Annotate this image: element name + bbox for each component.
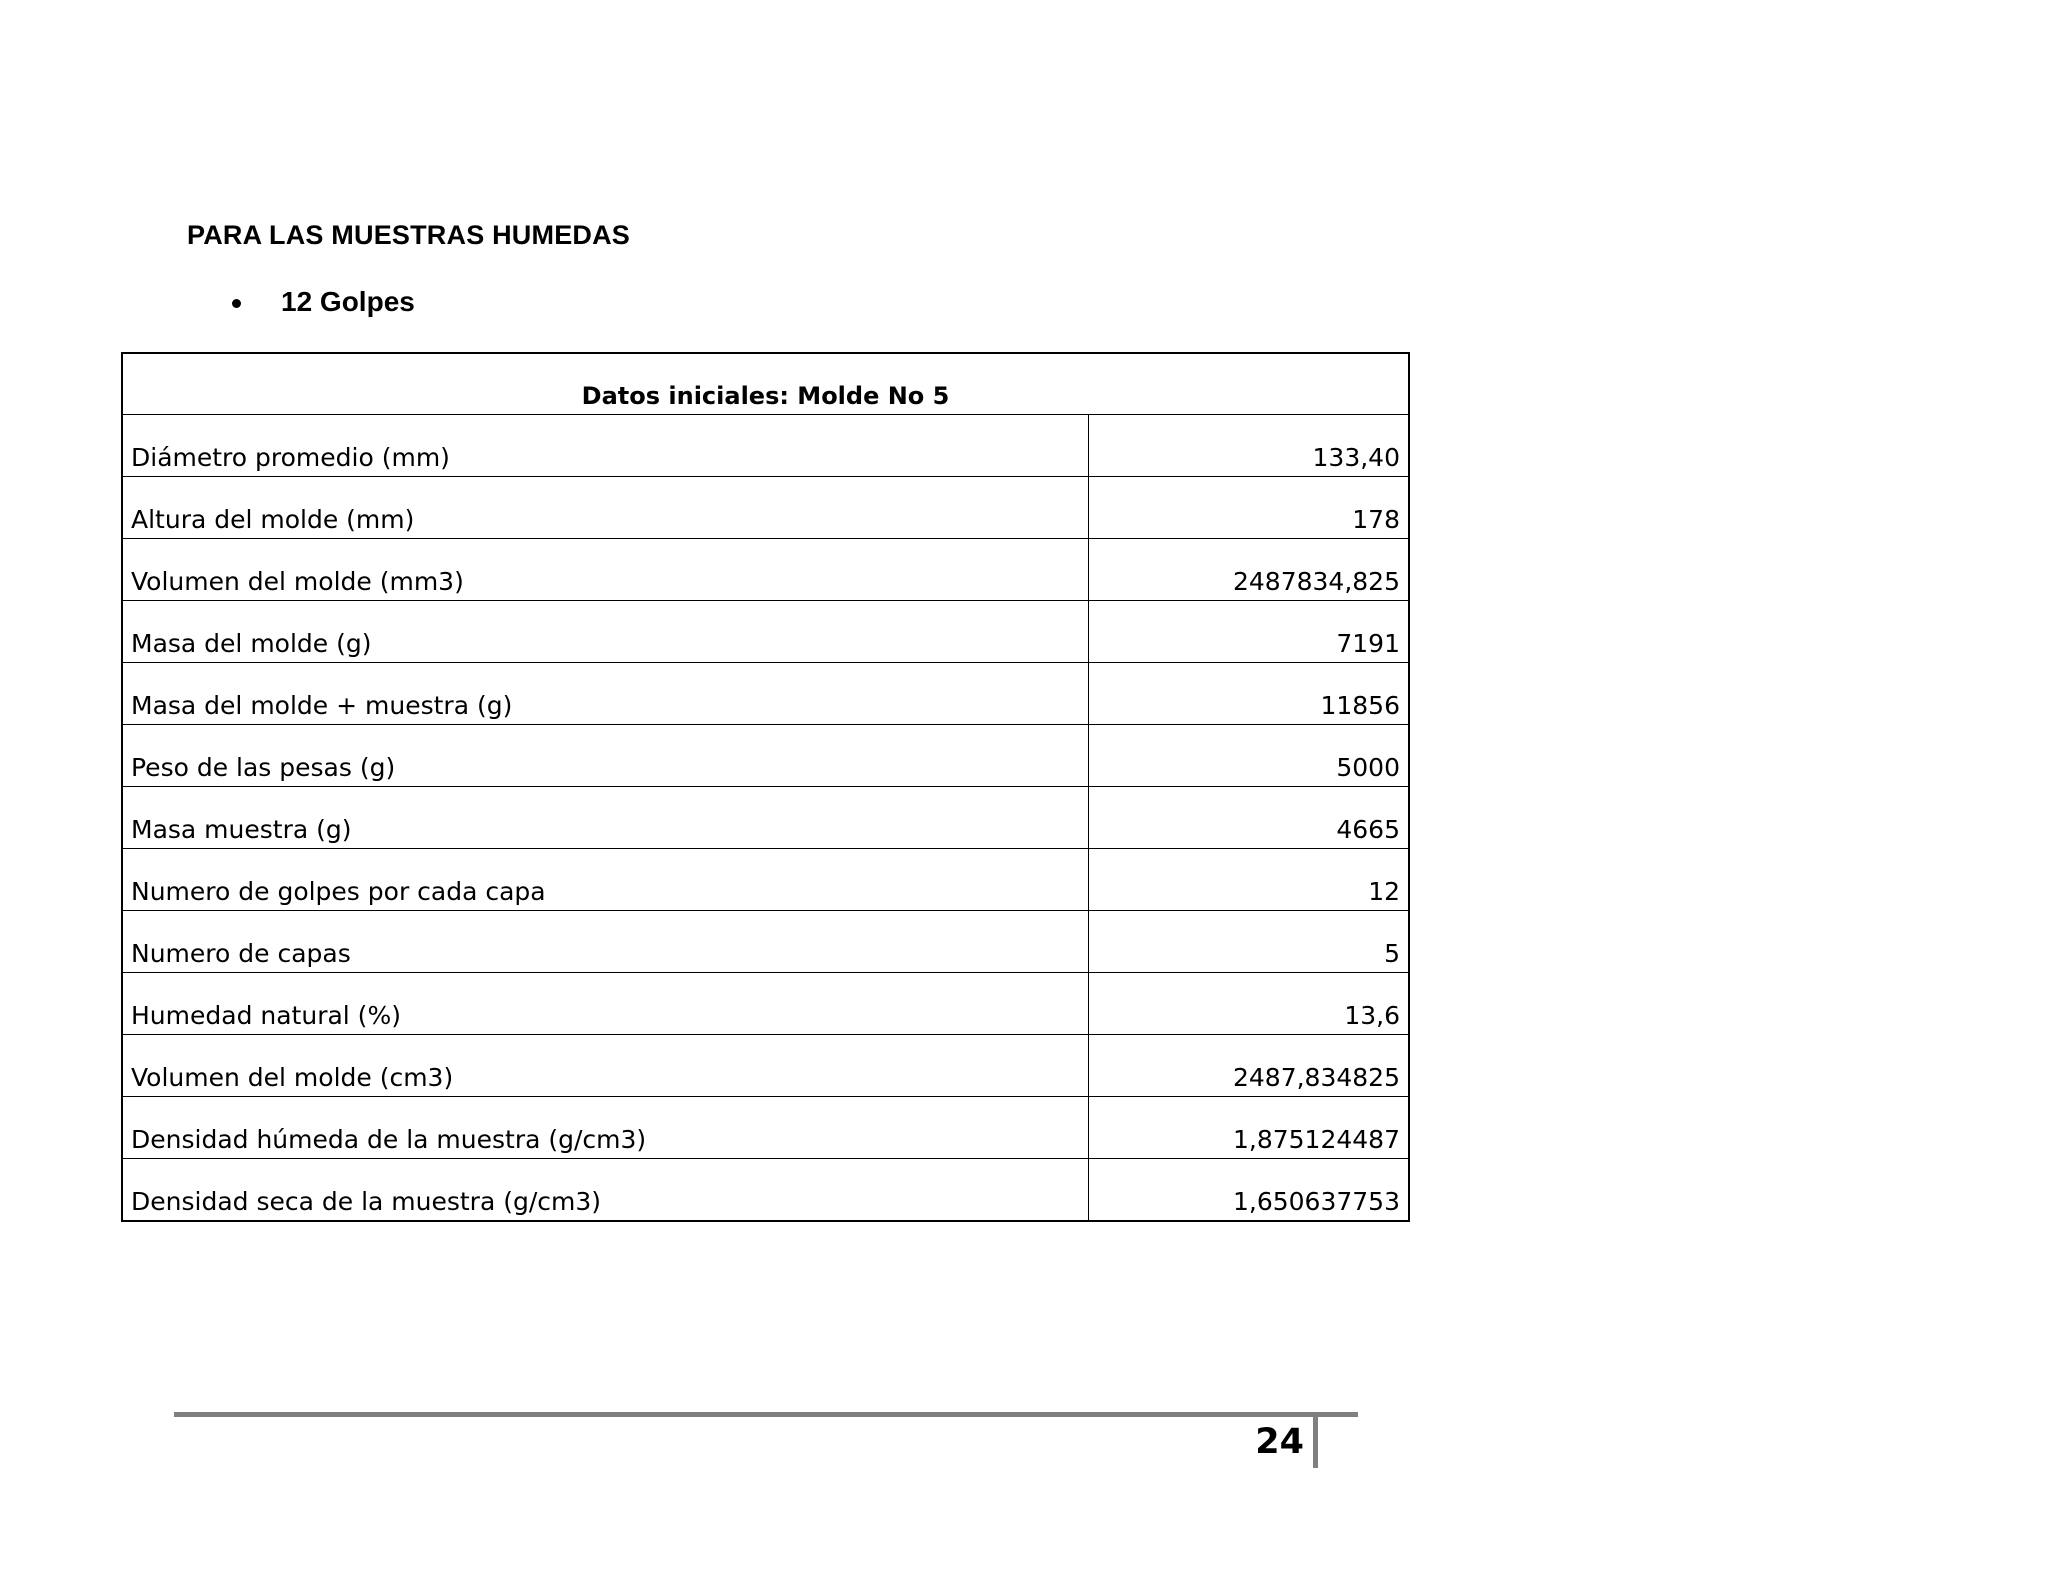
row-value: 11856 <box>1089 663 1410 725</box>
footer-divider <box>174 1412 1358 1417</box>
table-row <box>122 725 1409 787</box>
row-label: Peso de las pesas (g) <box>122 725 1089 787</box>
page-number: 24 <box>1255 1422 1304 1462</box>
table-row <box>122 849 1409 911</box>
table-row <box>122 787 1409 849</box>
row-value: 5000 <box>1089 725 1410 787</box>
row-label: Numero de capas <box>122 911 1089 973</box>
row-label: Volumen del molde (mm3) <box>122 539 1089 601</box>
row-value: 2487,834825 <box>1089 1035 1410 1097</box>
row-value: 1,650637753 <box>1089 1159 1410 1222</box>
table-row <box>122 973 1409 1035</box>
bullet-label: 12 Golpes <box>281 286 415 317</box>
row-label: Masa del molde (g) <box>122 601 1089 663</box>
table-row <box>122 1159 1409 1222</box>
row-value: 12 <box>1089 849 1410 911</box>
row-label: Diámetro promedio (mm) <box>122 415 1089 477</box>
row-value: 178 <box>1089 477 1410 539</box>
row-value: 133,40 <box>1089 415 1410 477</box>
table-row <box>122 663 1409 725</box>
table-header-row <box>122 353 1409 415</box>
row-label: Masa del molde + muestra (g) <box>122 663 1089 725</box>
row-value: 2487834,825 <box>1089 539 1410 601</box>
row-value: 7191 <box>1089 601 1410 663</box>
row-label: Masa muestra (g) <box>122 787 1089 849</box>
table-row <box>122 911 1409 973</box>
row-value: 5 <box>1089 911 1410 973</box>
row-value: 13,6 <box>1089 973 1410 1035</box>
row-label: Altura del molde (mm) <box>122 477 1089 539</box>
table-row <box>122 477 1409 539</box>
row-label: Numero de golpes por cada capa <box>122 849 1089 911</box>
table-row <box>122 415 1409 477</box>
footer-vertical-bar <box>1313 1412 1318 1468</box>
data-table <box>121 352 1410 1222</box>
row-value: 4665 <box>1089 787 1410 849</box>
row-label: Humedad natural (%) <box>122 973 1089 1035</box>
table-row <box>122 539 1409 601</box>
row-label: Densidad seca de la muestra (g/cm3) <box>122 1159 1089 1222</box>
row-label: Volumen del molde (cm3) <box>122 1035 1089 1097</box>
row-value: 1,875124487 <box>1089 1097 1410 1159</box>
table-row <box>122 601 1409 663</box>
table-row <box>122 1035 1409 1097</box>
section-heading: PARA LAS MUESTRAS HUMEDAS <box>187 220 631 250</box>
bullet-item <box>232 286 415 318</box>
table-title: Datos iniciales: Molde No 5 <box>122 353 1409 415</box>
bullet-icon <box>232 299 241 308</box>
table-row <box>122 1097 1409 1159</box>
row-label: Densidad húmeda de la muestra (g/cm3) <box>122 1097 1089 1159</box>
